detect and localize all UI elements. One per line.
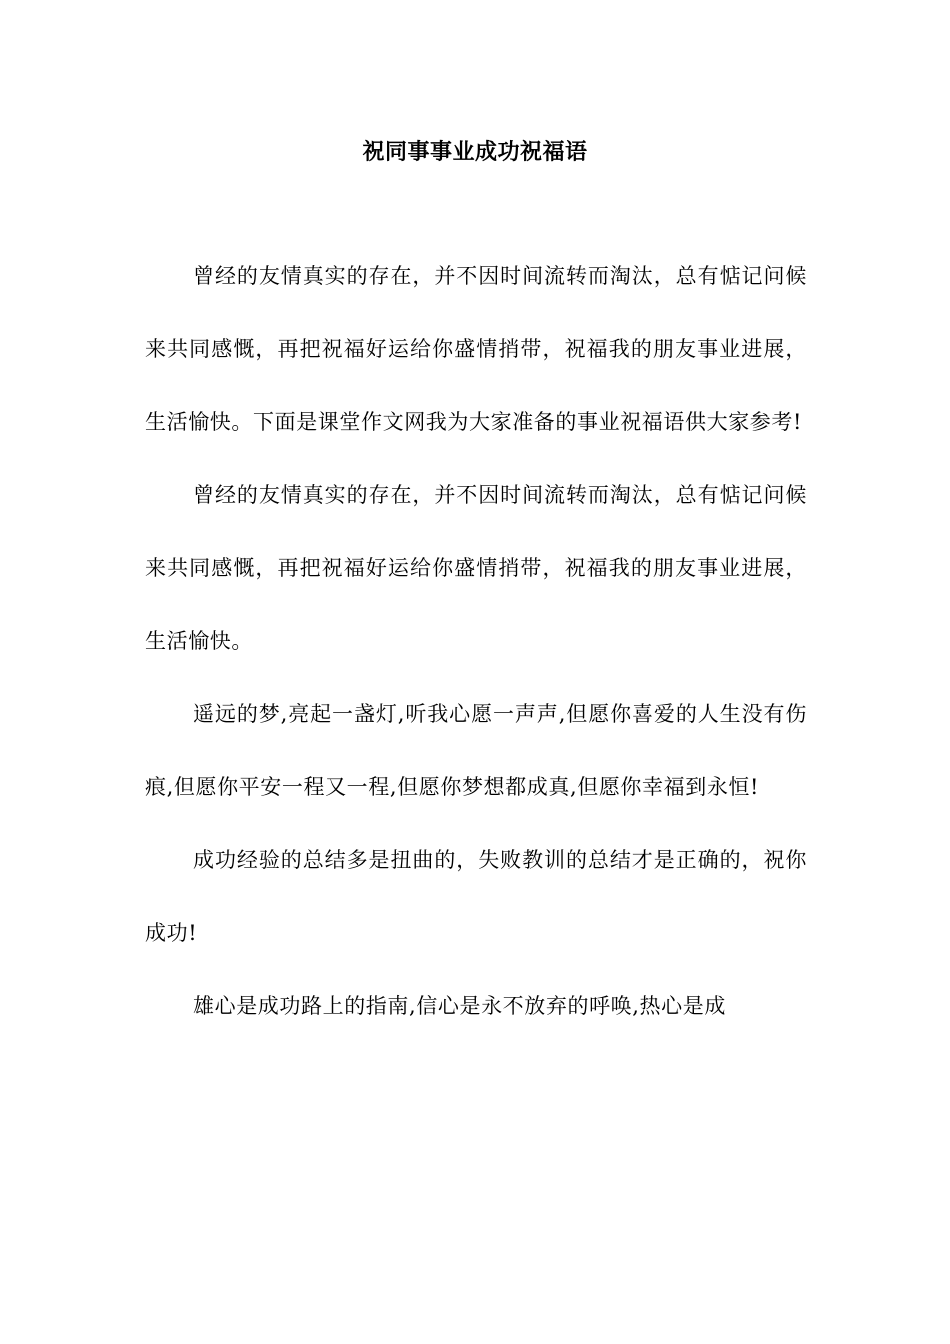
paragraph-4: 成功经验的总结多是扭曲的，失败教训的总结才是正确的，祝你成功! — [145, 848, 807, 945]
paragraph-5: 雄心是成功路上的指南,信心是永不放弃的呼唤,热心是成 — [193, 994, 726, 1018]
paragraph-1: 曾经的友情真实的存在，并不因时间流转而淘汰，总有惦记问候来共同感慨，再把祝福好运给你盛情捎带，祝福我的朋友事业进展，生活愉快。下面是课堂作文网我为大家准备的事业祝福语供大家参考! — [145, 264, 807, 434]
paragraph-3: 遥远的梦,亮起一盏灯,听我心愿一声声,但愿你喜爱的人生没有伤痕,但愿你平安一程又一程,但愿你梦想都成真,但愿你幸福到永恒! — [145, 702, 807, 799]
paragraph-2: 曾经的友情真实的存在，并不因时间流转而淘汰，总有惦记问候来共同感慨，再把祝福好运给你盛情捎带，祝福我的朋友事业进展，生活愉快。 — [145, 483, 807, 653]
document-body — [145, 240, 807, 1043]
document-title: 祝同事事业成功祝福语 — [362, 139, 588, 165]
